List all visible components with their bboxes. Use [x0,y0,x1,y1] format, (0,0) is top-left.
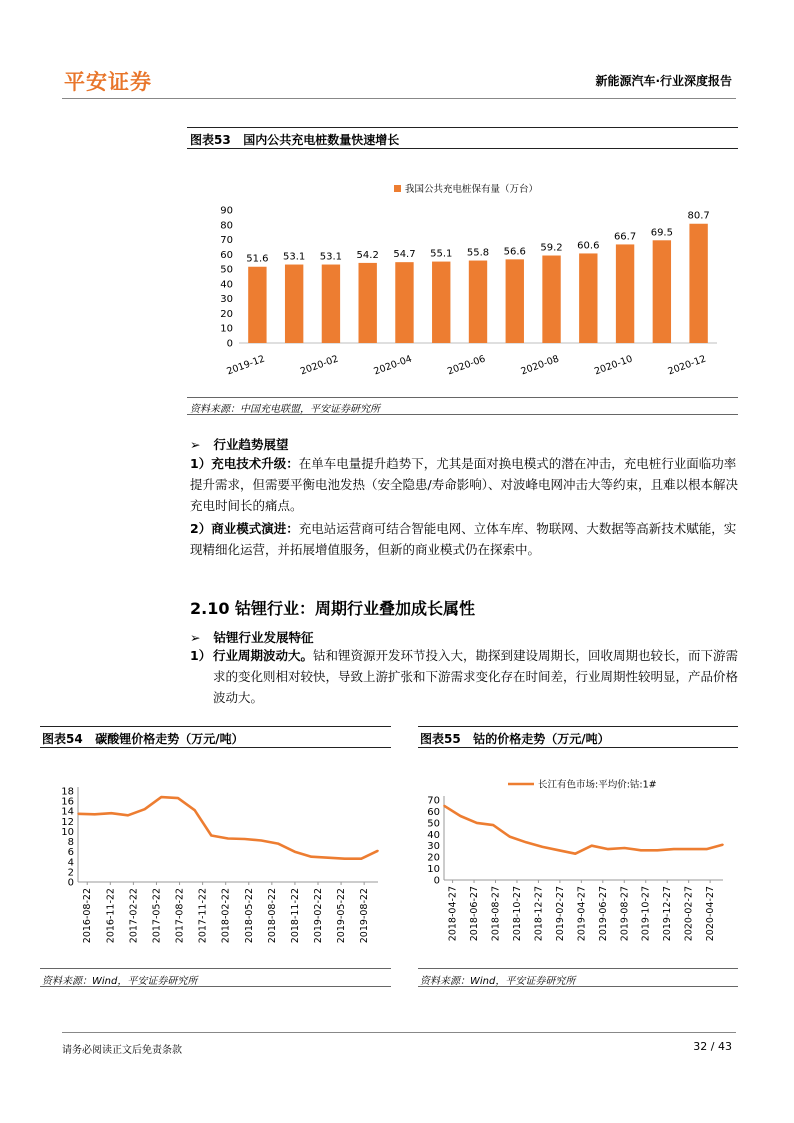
legend-label: 长江有色市场:平均价:钴:1# [538,779,657,791]
bar [506,259,524,343]
y-tick-label: 10 [61,826,74,838]
bar [359,263,377,343]
x-tick-label: 2019-08-27 [619,886,631,942]
data-label: 60.6 [577,240,600,252]
y-tick-label: 80 [220,220,233,232]
data-label: 54.7 [393,249,416,261]
x-tick-label: 2018-08-22 [266,888,278,944]
bar [432,262,450,343]
x-tick-label: 2018-06-27 [469,886,481,942]
fig55-source-rule [418,968,738,969]
data-point [344,858,346,860]
data-point [211,835,213,837]
y-tick-label: 10 [220,323,233,335]
fig54-title [42,730,244,747]
y-tick-label: 60 [427,806,440,818]
bar [579,253,597,343]
data-point [640,849,642,851]
y-tick-label: 70 [427,795,440,807]
footer-divider [62,1032,736,1033]
bar [248,267,266,343]
x-tick-label: 2017-02-22 [128,888,140,944]
data-point [689,848,691,850]
y-tick-label: 40 [220,279,233,291]
fig54-title-text: 碳酸锂价格走势（万元/吨） [95,732,244,746]
y-tick-label: 40 [427,829,440,841]
bar [616,244,634,343]
trend-p1-text: 在单车电量提升趋势下，尤其是面对换电模式的潜在冲击，充电桩行业面临功率提升需求，但需要平衡电池发热（安全隐患/寿命影响）、对波峰电网冲击大等约束，且难以根本解决充电时间长的痛点。 [190,456,738,513]
data-label: 53.1 [283,251,306,263]
x-tick-label: 2019-12 [225,353,267,378]
section-sub [190,628,314,646]
data-label: 55.8 [466,247,490,259]
x-tick-label: 2020-04 [372,353,414,378]
data-point [476,822,478,824]
fig55-title-text: 钴的价格走势（万元/吨） [473,732,610,746]
arrow-bullet-icon: ➢ [190,630,201,645]
x-tick-label: 2020-12 [666,353,708,378]
data-point [77,813,79,815]
y-tick-label: 4 [67,857,74,869]
data-label: 55.1 [430,248,453,260]
data-point [277,843,279,845]
y-tick-label: 12 [61,816,74,828]
x-tick-label: 2019-02-22 [313,888,324,944]
x-tick-label: 2019-10-27 [640,886,652,942]
y-tick-label: 10 [427,864,440,876]
data-point [591,845,593,847]
data-label: 69.5 [650,227,673,239]
data-point [161,796,163,798]
data-point [361,858,363,860]
fig53-source-rule [187,397,738,398]
fig55-bottom-rule [418,986,738,987]
data-point [194,809,196,811]
y-tick-label: 20 [427,852,440,864]
data-point [492,824,494,826]
x-tick-label: 2020-02-27 [683,886,695,942]
data-label: 54.2 [356,249,379,261]
data-point [261,840,263,842]
page-number: 32 / 43 [693,1040,732,1053]
data-label: 59.2 [540,242,563,254]
fig54-source: 资料来源：Wind，平安证券研究所 [42,976,198,987]
y-tick-label: 8 [67,837,74,849]
section-title: 2.10 钴锂行业：周期行业叠加成长属性 [190,599,476,618]
fig53-chart [187,170,738,400]
x-tick-label: 2020-10 [593,353,635,378]
data-point [127,814,129,816]
y-tick-label: 0 [226,338,233,350]
y-tick-label: 60 [220,249,233,261]
section-sub-text: 钴锂行业发展特征 [213,630,314,645]
fig53-title-rule [187,148,738,149]
x-tick-label: 2020-08 [519,353,561,378]
y-tick-label: 16 [61,796,74,808]
logo: 平安证券 [64,70,152,94]
bar [395,262,413,343]
series-line [78,797,378,859]
x-tick-label: 2019-08-22 [359,888,371,944]
fig55-chart [418,772,738,965]
fig55-title-rule [418,747,738,748]
y-tick-label: 20 [220,308,233,320]
data-point [460,815,462,817]
data-label: 53.1 [319,251,343,263]
bar [542,256,560,343]
y-tick-label: 50 [220,264,233,276]
x-tick-label: 2018-12-27 [533,886,545,942]
data-point [177,797,179,799]
trend-paragraph-2 [190,518,740,560]
y-tick-label: 70 [220,235,233,247]
x-tick-label: 2016-11-22 [105,888,117,944]
data-point [227,838,229,840]
y-tick-label: 30 [220,294,233,306]
y-tick-label: 14 [61,806,74,818]
fig54-source-rule [40,968,391,969]
y-tick-label: 0 [67,877,74,889]
fig53-top-rule [187,127,738,128]
report-type: 新能源汽车·行业深度报告 [595,74,732,88]
fig53-source: 资料来源：中国充电联盟，平安证券研究所 [190,404,380,415]
x-tick-label: 2020-02 [298,353,340,378]
y-tick-label: 6 [67,847,74,859]
data-point [706,848,708,850]
data-point [525,841,527,843]
y-tick-label: 30 [427,841,440,853]
fig54-title-rule [40,747,391,748]
fig55-source: 资料来源：Wind，平安证券研究所 [420,976,576,987]
x-tick-label: 2019-04-27 [576,886,588,942]
x-tick-label: 2017-05-22 [151,888,163,944]
x-tick-label: 2020-04-27 [705,886,717,942]
section-p-lead: 行业周期波动大。 [213,648,314,663]
section-p-text: 钴和锂资源开发环节投入大，勘探到建设周期长，回收周期也较长，而下游需求的变化则相对较快，导致上游扩张和下游需求变化存在时间差，行业周期性较明显，产品价格波动大。 [213,648,739,705]
data-point [244,838,246,840]
x-tick-label: 2017-08-22 [174,888,186,944]
x-tick-label: 2018-10-27 [511,886,523,942]
footer-disclaimer: 请务必阅读正文后免责条款 [62,1045,182,1056]
data-label: 80.7 [687,210,710,222]
x-tick-label: 2018-05-22 [243,888,255,944]
y-tick-label: 90 [220,205,233,217]
data-point [377,850,379,852]
x-tick-label: 2018-11-22 [289,888,301,944]
data-point [144,808,146,810]
data-point [624,847,626,849]
x-tick-label: 2019-12-27 [662,886,674,942]
data-point [657,849,659,851]
arrow-bullet-icon: ➢ [190,437,201,452]
data-point [111,812,113,814]
y-tick-label: 2 [67,867,74,879]
y-tick-label: 50 [427,818,440,830]
fig54-chart [40,775,391,965]
fig53-bottom-rule [187,414,738,415]
data-point [558,849,560,851]
x-tick-label: 2019-05-22 [336,888,348,944]
data-point [673,848,675,850]
data-point [509,836,511,838]
data-point [607,848,609,850]
bar [322,265,340,343]
trend-p2-text: 充电站运营商可结合智能电网、立体车库、物联网、大数据等高新技术赋能，实现精细化运营，并拓展增值服务，但新的商业模式仍在探索中。 [190,521,737,557]
fig54-bottom-rule [40,986,391,987]
data-label: 56.6 [503,246,526,258]
fig53-title [190,131,399,148]
x-tick-label: 2019-06-27 [597,886,609,942]
fig53-title-text: 国内公共充电桩数量快速增长 [243,133,400,147]
data-point [574,853,576,855]
trend-heading-text: 行业趋势展望 [213,437,289,452]
legend-swatch [394,185,401,192]
fig55-top-rule [418,726,738,727]
y-tick-label: 0 [433,875,440,887]
fig55-title [420,730,610,747]
x-tick-label: 2018-04-27 [447,886,459,942]
x-tick-label: 2018-02-22 [220,888,232,944]
header-divider [62,98,736,99]
x-tick-label: 2016-08-22 [82,888,94,944]
x-tick-label: 2020-06 [445,353,488,378]
data-point [443,805,445,807]
x-tick-label: 2018-08-27 [490,886,502,942]
data-point [542,846,544,848]
data-label: 51.6 [246,253,269,265]
data-point [722,844,724,846]
fig54-label: 图表54 [42,732,83,746]
trend-heading [190,435,289,453]
bar [469,261,487,343]
data-point [327,857,329,859]
trend-p1-lead: 1）充电技术升级： [190,456,299,471]
x-tick-label: 2017-11-22 [197,888,209,944]
data-label: 66.7 [613,231,637,243]
legend-label: 我国公共充电桩保有量（万台） [405,184,539,195]
bar [653,240,671,343]
section-p-number: 1） [190,648,212,663]
trend-paragraph-1 [190,453,740,516]
y-tick-label: 18 [61,786,74,798]
bar [285,265,303,343]
data-point [311,856,313,858]
fig54-top-rule [40,726,391,727]
bar [689,224,707,343]
data-point [294,851,296,853]
data-point [94,813,96,815]
fig53-label: 图表53 [190,133,231,147]
section-paragraph [213,645,740,708]
trend-p2-lead: 2）商业模式演进： [190,521,299,536]
x-tick-label: 2019-02-27 [554,886,566,942]
fig55-label: 图表55 [420,732,461,746]
series-line [444,806,723,854]
